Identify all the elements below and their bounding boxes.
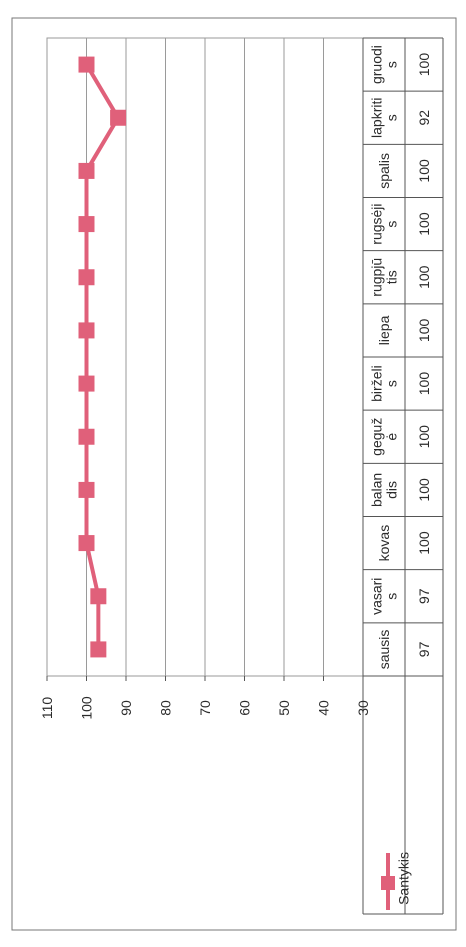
category-label: s xyxy=(383,592,400,600)
category-label: s xyxy=(383,61,400,69)
data-point xyxy=(79,482,95,498)
data-point xyxy=(79,429,95,445)
data-value-label: 100 xyxy=(416,159,432,183)
category-label: liepa xyxy=(376,315,392,346)
category-label: geguž xyxy=(368,417,385,456)
category-label: sausis xyxy=(376,629,392,670)
data-value-label: 100 xyxy=(416,265,432,289)
data-value-label: 100 xyxy=(416,318,432,343)
data-point xyxy=(90,588,106,604)
y-tick-label: 50 xyxy=(276,700,292,716)
category-label: birželi xyxy=(368,365,385,402)
data-value-label: 97 xyxy=(416,588,432,605)
data-value-label: 92 xyxy=(416,109,432,126)
category-label: spalis xyxy=(376,153,392,189)
data-point xyxy=(79,57,95,73)
category-label: gruodi xyxy=(368,45,385,85)
y-tick-label: 90 xyxy=(118,700,134,716)
data-point xyxy=(79,376,95,392)
y-tick-label: 80 xyxy=(157,700,174,716)
data-point xyxy=(79,163,95,179)
data-point xyxy=(79,535,95,551)
legend-label: Santykis xyxy=(395,852,412,905)
data-value-label: 100 xyxy=(416,371,432,396)
data-point xyxy=(79,216,95,232)
data-value-label: 100 xyxy=(416,212,432,236)
y-tick-label: 70 xyxy=(197,700,213,716)
category-label: tis xyxy=(383,270,400,285)
data-point xyxy=(79,269,95,285)
category-label: rugsėji xyxy=(368,203,385,245)
y-tick-label: 60 xyxy=(236,700,253,716)
data-value-label: 100 xyxy=(416,531,432,555)
data-value-label: 100 xyxy=(416,425,432,449)
y-tick-label: 40 xyxy=(315,700,332,716)
category-label: s xyxy=(383,220,400,228)
category-label: s xyxy=(383,114,400,122)
category-label: lapkriti xyxy=(368,97,385,138)
data-point xyxy=(110,110,126,126)
category-label: dis xyxy=(383,480,400,499)
category-label: vasari xyxy=(368,577,385,615)
category-label: ė xyxy=(383,432,400,441)
category-label: s xyxy=(383,380,400,388)
y-tick-label: 110 xyxy=(39,696,55,720)
category-label: rugpjū xyxy=(368,257,385,297)
category-label: balan xyxy=(368,472,385,508)
y-tick-label: 100 xyxy=(78,696,95,720)
data-value-label: 100 xyxy=(416,52,432,77)
y-tick-label: 30 xyxy=(355,700,371,716)
data-value-label: 100 xyxy=(416,478,432,502)
data-point xyxy=(79,322,95,338)
data-value-label: 97 xyxy=(416,641,432,658)
data-point xyxy=(90,641,106,657)
category-label: kovas xyxy=(376,524,392,562)
legend-marker xyxy=(381,876,395,890)
